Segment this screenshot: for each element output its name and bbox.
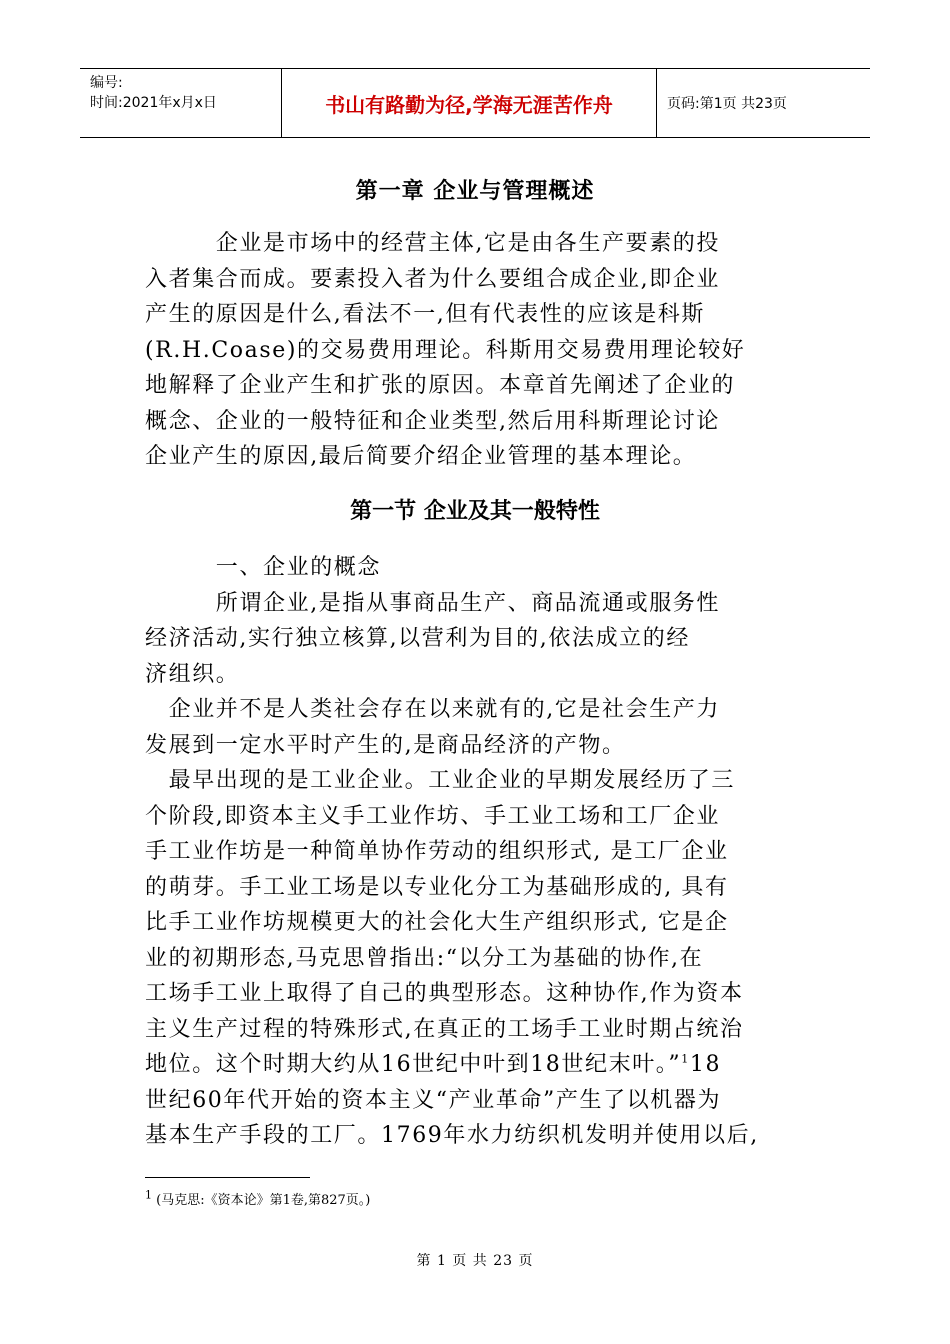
text-line: (R.H.Coase)的交易费用理论。科斯用交易费用理论较好 — [145, 337, 746, 363]
header-motto-cell — [282, 69, 657, 137]
footnote-ref: 1 — [681, 1052, 690, 1066]
text-line: 世纪60年代开始的资本主义“产业革命”产生了以机器为 — [145, 1087, 722, 1113]
footnote — [145, 1189, 370, 1208]
text-line: 个阶段,即资本主义手工业作坊、手工业工场和工厂企业 — [145, 803, 720, 829]
text-line: 企业产生的原因,最后简要介绍企业管理的基本理论。 — [145, 444, 697, 469]
motto: 书山有路勤为径,学海无涯苦作舟 — [325, 92, 613, 117]
text-line: 工场手工业上取得了自己的典型形态。这种协作,作为资本 — [145, 981, 744, 1006]
text-line: 基本生产手段的工厂。1769年水力纺织机发明并使用以后, — [145, 1123, 759, 1148]
header-meta-cell — [80, 69, 282, 137]
header-page-cell — [657, 69, 870, 137]
header-table — [80, 68, 870, 138]
page-footer: 第 1 页 共 23 页 — [416, 1253, 534, 1269]
text-line: 济组织。 — [145, 661, 240, 687]
text-line: 企业是市场中的经营主体,它是由各生产要素的投 — [145, 231, 720, 256]
text-line: 发展到一定水平时产生的,是商品经济的产物。 — [145, 732, 626, 758]
footnote-divider — [145, 1177, 310, 1178]
text-segment: 18 — [689, 1052, 722, 1077]
text-line: 的萌芽。手工业工场是以专业化分工为基础形成的, 具有 — [145, 874, 729, 900]
text-line: 概念、企业的一般特征和企业类型,然后用科斯理论讨论 — [145, 408, 720, 434]
text-line: 企业并不是人类社会存在以来就有的,它是社会生产力 — [145, 697, 720, 722]
footnote-text: (马克思:《资本论》第1卷,第827页。) — [156, 1193, 371, 1208]
section-title: 第一节 企业及其一般特性 — [350, 499, 600, 524]
text-line: 业的初期形态,马克思曾指出:“以分工为基础的协作,在 — [145, 945, 704, 971]
text-line: 地解释了企业产生和扩张的原因。本章首先阐述了企业的 — [145, 373, 736, 398]
chapter-title: 第一章 企业与管理概述 — [355, 179, 595, 204]
section-body — [145, 550, 815, 1154]
page-info: 页码:第1页 共23页 — [667, 96, 787, 112]
text-line: 最早出现的是工业企业。工业企业的早期发展经历了三 — [145, 768, 736, 793]
text-line: 入者集合而成。要素投入者为什么要组合成企业,即企业 — [145, 266, 720, 292]
text-line: 产生的原因是什么,看法不一,但有代表性的应该是科斯 — [145, 302, 705, 327]
text-line: 经济活动,实行独立核算,以营利为目的,依法成立的经 — [145, 626, 690, 651]
text-line: 所谓企业,是指从事商品生产、商品流通或服务性 — [145, 590, 720, 616]
text-line: 比手工业作坊规模更大的社会化大生产组织形式, 它是企 — [145, 910, 729, 935]
text-segment: 地位。这个时期大约从16世纪中叶到18世纪末叶。” — [145, 1052, 682, 1077]
footnote-marker: 1 — [145, 1188, 152, 1202]
time-label: 时间:2021年x月x日 — [90, 95, 217, 111]
text-line — [145, 1047, 815, 1083]
intro-paragraph — [145, 226, 815, 475]
number-label: 编号: — [90, 75, 123, 91]
text-line: 主义生产过程的特殊形式,在真正的工场手工业时期占统治 — [145, 1016, 744, 1042]
text-line: 手工业作坊是一种简单协作劳动的组织形式, 是工厂企业 — [145, 839, 729, 864]
subheading: 一、企业的概念 — [145, 555, 382, 580]
